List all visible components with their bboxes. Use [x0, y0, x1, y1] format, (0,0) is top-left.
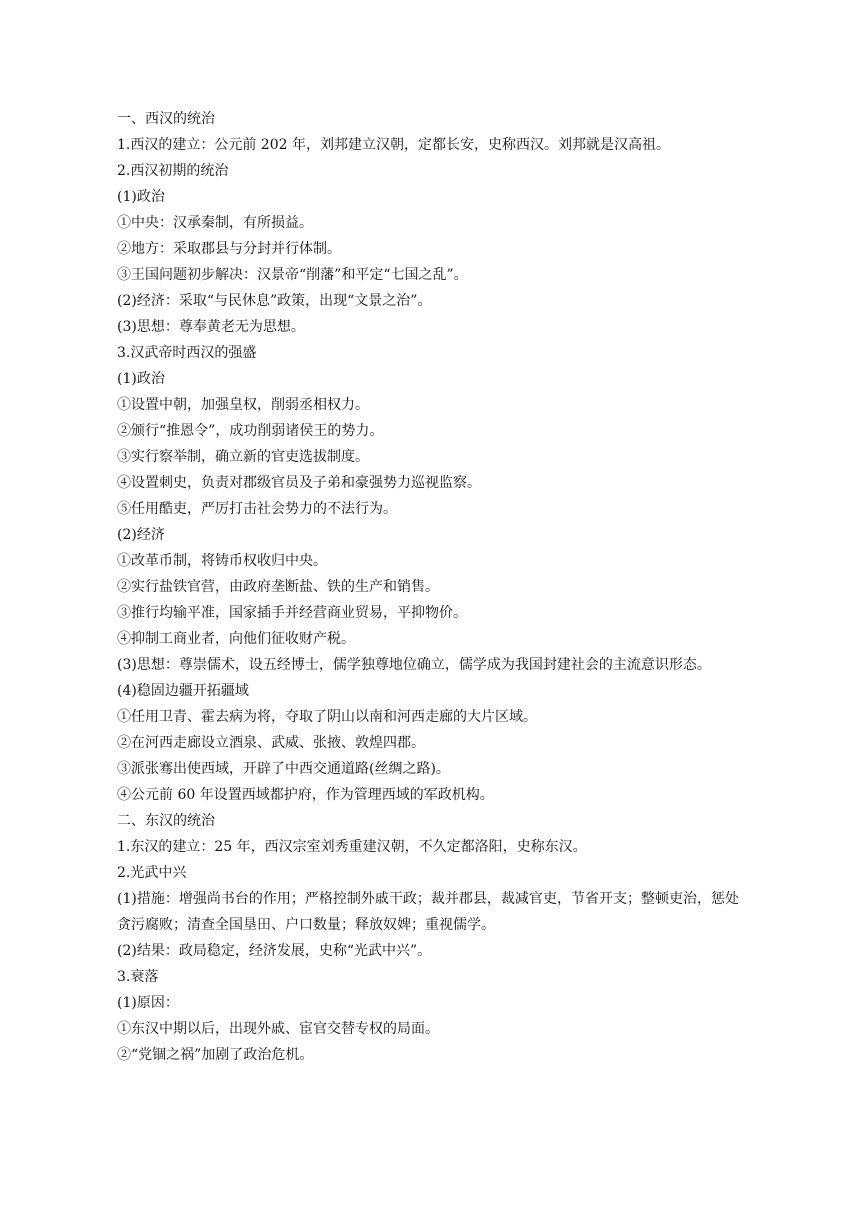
list-item: ③派张骞出使西域，开辟了中西交通道路(丝绸之路)。	[117, 761, 450, 777]
list-item: ③王国问题初步解决：汉景帝“削藩”和平定“七国之乱”。	[117, 267, 468, 283]
paragraph: (1)措施：增强尚书台的作用；严格控制外戚干政；裁并郡县，裁减官吏，节省开支；整顿吏治，惩处贪污腐败；清查全国垦田、户口数量；释放奴婢；重视儒学。	[117, 891, 739, 933]
document-body	[117, 106, 739, 1068]
subheading: 3.汉武帝时西汉的强盛	[117, 345, 257, 361]
list-item: ①中央：汉承秦制，有所损益。	[117, 215, 313, 231]
sub-subheading: (1)原因：	[117, 995, 179, 1011]
list-item: ⑤任用酷吏，严厉打击社会势力的不法行为。	[117, 501, 397, 517]
list-item: ③实行察举制，确立新的官吏选拔制度。	[117, 449, 369, 465]
section-heading: 一、西汉的统治	[117, 111, 215, 127]
list-item: ③推行均输平准，国家插手并经营商业贸易，平抑物价。	[117, 605, 467, 621]
section-heading: 二、东汉的统治	[117, 813, 215, 829]
list-item: ④公元前 60 年设置西域都护府，作为管理西域的军政机构。	[117, 787, 494, 803]
paragraph: (3)思想：尊崇儒术，设五经博士，儒学独尊地位确立，儒学成为我国封建社会的主流意识形态。	[117, 657, 711, 673]
paragraph: 1.西汉的建立：公元前 202 年，刘邦建立汉朝，定都长安，史称西汉。刘邦就是汉高祖。	[117, 137, 670, 153]
paragraph: 1.东汉的建立：25 年，西汉宗室刘秀重建汉朝，不久定都洛阳，史称东汉。	[117, 839, 587, 855]
paragraph: (2)结果：政局稳定，经济发展，史称“光武中兴”。	[117, 943, 432, 959]
sub-subheading: (1)政治	[117, 189, 165, 205]
list-item: ②颁行“推恩令”，成功削弱诸侯王的势力。	[117, 423, 384, 439]
list-item: ④设置刺史，负责对郡级官员及子弟和豪强势力巡视监察。	[117, 475, 481, 491]
paragraph: (3)思想：尊奉黄老无为思想。	[117, 319, 305, 335]
sub-subheading: (2)经济	[117, 527, 165, 543]
sub-subheading: (1)政治	[117, 371, 165, 387]
paragraph: (2)经济：采取“与民休息”政策，出现“文景之治”。	[117, 293, 432, 309]
list-item: ①设置中朝，加强皇权，削弱丞相权力。	[117, 397, 369, 413]
list-item: ①改革币制，将铸币权收归中央。	[117, 553, 327, 569]
subheading: 2.光武中兴	[117, 865, 187, 881]
sub-subheading: (4)稳固边疆开拓疆域	[117, 683, 249, 699]
list-item: ②地方：采取郡县与分封并行体制。	[117, 241, 341, 257]
list-item: ①东汉中期以后，出现外戚、宦官交替专权的局面。	[117, 1021, 439, 1037]
subheading: 2.西汉初期的统治	[117, 163, 229, 179]
subheading: 3.衰落	[117, 969, 159, 985]
list-item: ②在河西走廊设立酒泉、武威、张掖、敦煌四郡。	[117, 735, 425, 751]
list-item: ②实行盐铁官营，由政府垄断盐、铁的生产和销售。	[117, 579, 439, 595]
list-item: ④抑制工商业者，向他们征收财产税。	[117, 631, 355, 647]
list-item: ②“党锢之祸”加剧了政治危机。	[117, 1047, 314, 1063]
list-item: ①任用卫青、霍去病为将，夺取了阴山以南和河西走廊的大片区域。	[117, 709, 537, 725]
